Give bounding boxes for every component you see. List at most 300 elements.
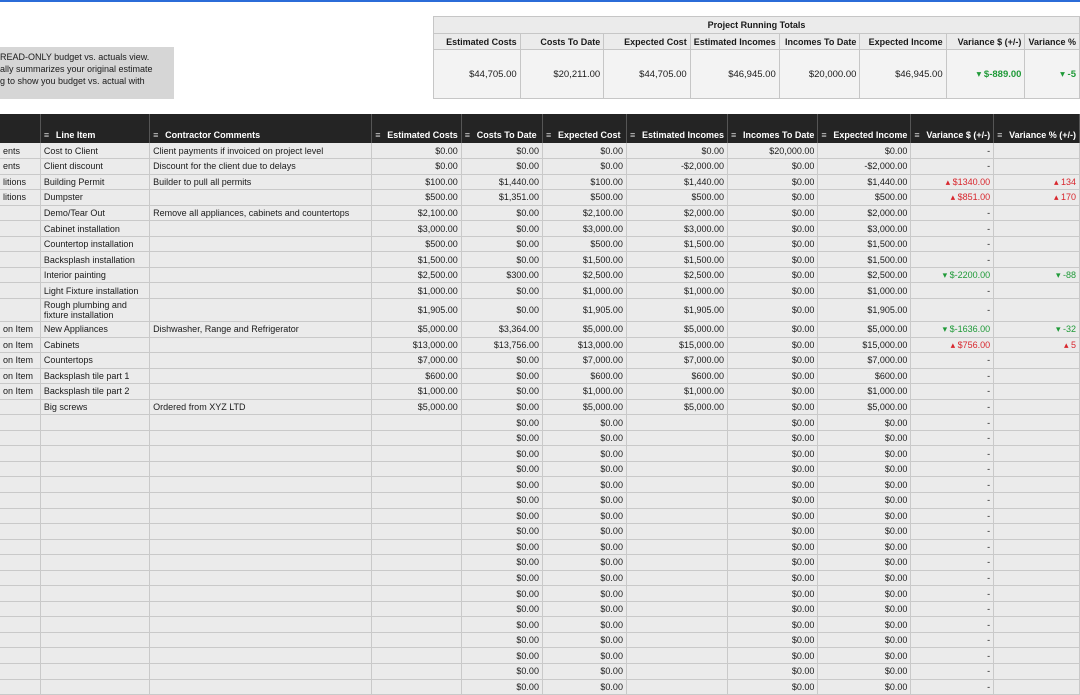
variance-dollar-cell[interactable]: - — [911, 508, 994, 524]
incomes-to-date-cell[interactable]: $0.00 — [727, 399, 817, 415]
expected-income-cell[interactable]: $0.00 — [818, 143, 911, 159]
variance-percent-cell[interactable] — [994, 430, 1080, 446]
estimated-costs-cell[interactable]: $2,100.00 — [372, 205, 462, 221]
line-item-cell[interactable]: Backsplash tile part 2 — [40, 384, 149, 400]
estimated-incomes-cell[interactable] — [626, 555, 727, 571]
table-row[interactable] — [0, 477, 1080, 493]
variance-percent-cell[interactable] — [994, 283, 1080, 299]
estimated-incomes-cell[interactable] — [626, 430, 727, 446]
table-row[interactable] — [0, 174, 1080, 190]
table-row[interactable] — [0, 601, 1080, 617]
category-cell[interactable] — [0, 283, 40, 299]
expected-cost-cell[interactable]: $500.00 — [542, 190, 626, 206]
variance-percent-cell[interactable] — [994, 252, 1080, 268]
category-cell[interactable] — [0, 524, 40, 540]
category-cell[interactable] — [0, 679, 40, 695]
line-item-cell[interactable]: Big screws — [40, 399, 149, 415]
estimated-costs-cell[interactable]: $100.00 — [372, 174, 462, 190]
incomes-to-date-cell[interactable]: $0.00 — [727, 539, 817, 555]
table-row[interactable] — [0, 524, 1080, 540]
variance-percent-cell[interactable] — [994, 648, 1080, 664]
variance-percent-cell[interactable] — [994, 221, 1080, 237]
filter-icon[interactable]: ≡ — [821, 130, 827, 140]
estimated-incomes-cell[interactable] — [626, 586, 727, 602]
estimated-costs-cell[interactable]: $5,000.00 — [372, 321, 462, 337]
table-row[interactable] — [0, 353, 1080, 369]
costs-to-date-cell[interactable]: $0.00 — [461, 586, 542, 602]
estimated-incomes-cell[interactable]: $0.00 — [626, 143, 727, 159]
estimated-incomes-cell[interactable]: $500.00 — [626, 190, 727, 206]
incomes-to-date-cell[interactable]: $0.00 — [727, 601, 817, 617]
category-cell[interactable] — [0, 446, 40, 462]
table-row[interactable] — [0, 461, 1080, 477]
line-item-cell[interactable]: Client discount — [40, 159, 149, 175]
category-cell[interactable] — [0, 586, 40, 602]
estimated-costs-cell[interactable] — [372, 415, 462, 431]
category-cell[interactable] — [0, 221, 40, 237]
incomes-to-date-cell[interactable]: $0.00 — [727, 174, 817, 190]
contractor-comment-cell[interactable] — [150, 679, 372, 695]
estimated-incomes-cell[interactable]: $2,000.00 — [626, 205, 727, 221]
estimated-costs-cell[interactable] — [372, 632, 462, 648]
variance-dollar-cell[interactable]: - — [911, 648, 994, 664]
contractor-comment-cell[interactable] — [150, 368, 372, 384]
costs-to-date-cell[interactable]: $0.00 — [461, 461, 542, 477]
table-row[interactable] — [0, 221, 1080, 237]
category-cell[interactable] — [0, 236, 40, 252]
estimated-costs-cell[interactable]: $500.00 — [372, 236, 462, 252]
estimated-incomes-cell[interactable] — [626, 679, 727, 695]
expected-income-cell[interactable]: $3,000.00 — [818, 221, 911, 237]
variance-percent-cell[interactable] — [994, 570, 1080, 586]
expected-cost-cell[interactable]: $7,000.00 — [542, 353, 626, 369]
expected-income-cell[interactable]: $0.00 — [818, 648, 911, 664]
expected-income-cell[interactable]: $1,500.00 — [818, 252, 911, 268]
contractor-comment-cell[interactable] — [150, 601, 372, 617]
category-cell[interactable] — [0, 461, 40, 477]
estimated-incomes-cell[interactable]: $5,000.00 — [626, 399, 727, 415]
line-item-cell[interactable]: Countertop installation — [40, 236, 149, 252]
expected-income-cell[interactable]: $0.00 — [818, 664, 911, 680]
variance-percent-cell[interactable] — [994, 368, 1080, 384]
expected-income-cell[interactable]: $5,000.00 — [818, 321, 911, 337]
estimated-costs-cell[interactable] — [372, 446, 462, 462]
variance-dollar-cell[interactable]: - — [911, 617, 994, 633]
contractor-comment-cell[interactable] — [150, 298, 372, 321]
expected-income-cell[interactable]: -$2,000.00 — [818, 159, 911, 175]
variance-percent-cell[interactable] — [994, 555, 1080, 571]
expected-cost-cell[interactable]: $0.00 — [542, 539, 626, 555]
costs-to-date-cell[interactable]: $300.00 — [461, 267, 542, 283]
estimated-incomes-cell[interactable]: $1,500.00 — [626, 252, 727, 268]
costs-to-date-cell[interactable]: $0.00 — [461, 205, 542, 221]
line-item-cell[interactable]: Cabinets — [40, 337, 149, 353]
estimated-incomes-cell[interactable] — [626, 664, 727, 680]
variance-dollar-cell[interactable]: ▾ $-2200.00 — [911, 267, 994, 283]
incomes-to-date-cell[interactable]: $0.00 — [727, 415, 817, 431]
incomes-to-date-cell[interactable]: $0.00 — [727, 298, 817, 321]
expected-cost-cell[interactable]: $1,000.00 — [542, 283, 626, 299]
line-item-cell[interactable] — [40, 461, 149, 477]
costs-to-date-cell[interactable]: $0.00 — [461, 508, 542, 524]
expected-income-cell[interactable]: $7,000.00 — [818, 353, 911, 369]
variance-percent-cell[interactable]: ▾ -32 — [994, 321, 1080, 337]
costs-to-date-cell[interactable]: $0.00 — [461, 570, 542, 586]
line-item-cell[interactable]: New Appliances — [40, 321, 149, 337]
filter-icon[interactable]: ≡ — [375, 130, 381, 140]
costs-to-date-cell[interactable]: $0.00 — [461, 446, 542, 462]
line-item-cell[interactable]: Demo/Tear Out — [40, 205, 149, 221]
estimated-costs-cell[interactable] — [372, 586, 462, 602]
expected-cost-cell[interactable]: $0.00 — [542, 430, 626, 446]
contractor-comment-cell[interactable] — [150, 283, 372, 299]
variance-dollar-cell[interactable]: - — [911, 664, 994, 680]
estimated-incomes-cell[interactable] — [626, 601, 727, 617]
category-cell[interactable] — [0, 252, 40, 268]
incomes-to-date-cell[interactable]: $0.00 — [727, 159, 817, 175]
variance-dollar-cell[interactable]: - — [911, 399, 994, 415]
column-header[interactable] — [372, 114, 462, 143]
costs-to-date-cell[interactable]: $0.00 — [461, 283, 542, 299]
incomes-to-date-cell[interactable]: $0.00 — [727, 555, 817, 571]
variance-percent-cell[interactable] — [994, 415, 1080, 431]
line-item-cell[interactable] — [40, 524, 149, 540]
expected-income-cell[interactable]: $1,000.00 — [818, 384, 911, 400]
line-item-cell[interactable] — [40, 492, 149, 508]
expected-cost-cell[interactable]: $0.00 — [542, 143, 626, 159]
contractor-comment-cell[interactable]: Dishwasher, Range and Refrigerator — [150, 321, 372, 337]
filter-icon[interactable]: ≡ — [43, 130, 50, 140]
category-cell[interactable] — [0, 267, 40, 283]
costs-to-date-cell[interactable]: $0.00 — [461, 236, 542, 252]
estimated-incomes-cell[interactable]: $3,000.00 — [626, 221, 727, 237]
estimated-incomes-cell[interactable] — [626, 648, 727, 664]
expected-income-cell[interactable]: $0.00 — [818, 570, 911, 586]
contractor-comment-cell[interactable] — [150, 648, 372, 664]
estimated-costs-cell[interactable] — [372, 601, 462, 617]
category-cell[interactable]: ents — [0, 159, 40, 175]
expected-income-cell[interactable]: $2,500.00 — [818, 267, 911, 283]
costs-to-date-cell[interactable]: $0.00 — [461, 477, 542, 493]
variance-dollar-cell[interactable]: - — [911, 679, 994, 695]
contractor-comment-cell[interactable]: Builder to pull all permits — [150, 174, 372, 190]
category-cell[interactable] — [0, 664, 40, 680]
variance-dollar-cell[interactable]: - — [911, 368, 994, 384]
contractor-comment-cell[interactable] — [150, 539, 372, 555]
variance-dollar-cell[interactable]: ▴ $851.00 — [911, 190, 994, 206]
incomes-to-date-cell[interactable]: $0.00 — [727, 430, 817, 446]
table-row[interactable] — [0, 539, 1080, 555]
variance-percent-cell[interactable] — [994, 539, 1080, 555]
estimated-costs-cell[interactable]: $600.00 — [372, 368, 462, 384]
expected-cost-cell[interactable]: $0.00 — [542, 555, 626, 571]
contractor-comment-cell[interactable] — [150, 617, 372, 633]
line-item-cell[interactable]: Rough plumbing and fixture installation — [40, 298, 149, 321]
estimated-costs-cell[interactable] — [372, 617, 462, 633]
category-cell[interactable] — [0, 492, 40, 508]
expected-cost-cell[interactable]: $0.00 — [542, 415, 626, 431]
contractor-comment-cell[interactable] — [150, 430, 372, 446]
variance-dollar-cell[interactable]: - — [911, 283, 994, 299]
estimated-costs-cell[interactable]: $0.00 — [372, 143, 462, 159]
variance-dollar-cell[interactable]: - — [911, 461, 994, 477]
expected-income-cell[interactable]: $0.00 — [818, 524, 911, 540]
contractor-comment-cell[interactable] — [150, 461, 372, 477]
costs-to-date-cell[interactable]: $0.00 — [461, 159, 542, 175]
expected-cost-cell[interactable]: $100.00 — [542, 174, 626, 190]
variance-dollar-cell[interactable]: - — [911, 252, 994, 268]
contractor-comment-cell[interactable] — [150, 267, 372, 283]
variance-percent-cell[interactable] — [994, 399, 1080, 415]
variance-percent-cell[interactable] — [994, 159, 1080, 175]
expected-cost-cell[interactable]: $0.00 — [542, 679, 626, 695]
variance-percent-cell[interactable] — [994, 446, 1080, 462]
expected-cost-cell[interactable]: $600.00 — [542, 368, 626, 384]
variance-dollar-cell[interactable]: - — [911, 415, 994, 431]
estimated-incomes-cell[interactable] — [626, 446, 727, 462]
incomes-to-date-cell[interactable]: $0.00 — [727, 236, 817, 252]
estimated-costs-cell[interactable]: $3,000.00 — [372, 221, 462, 237]
category-cell[interactable] — [0, 617, 40, 633]
incomes-to-date-cell[interactable]: $0.00 — [727, 632, 817, 648]
variance-percent-cell[interactable] — [994, 679, 1080, 695]
incomes-to-date-cell[interactable]: $0.00 — [727, 321, 817, 337]
table-row[interactable] — [0, 283, 1080, 299]
expected-income-cell[interactable]: $0.00 — [818, 446, 911, 462]
estimated-incomes-cell[interactable] — [626, 492, 727, 508]
table-row[interactable] — [0, 252, 1080, 268]
variance-percent-cell[interactable] — [994, 601, 1080, 617]
line-item-cell[interactable] — [40, 539, 149, 555]
estimated-incomes-cell[interactable]: $1,000.00 — [626, 283, 727, 299]
expected-cost-cell[interactable]: $0.00 — [542, 446, 626, 462]
costs-to-date-cell[interactable]: $1,351.00 — [461, 190, 542, 206]
table-row[interactable] — [0, 205, 1080, 221]
estimated-incomes-cell[interactable] — [626, 461, 727, 477]
incomes-to-date-cell[interactable]: $0.00 — [727, 508, 817, 524]
expected-cost-cell[interactable]: $5,000.00 — [542, 321, 626, 337]
variance-dollar-cell[interactable]: ▴ $1340.00 — [911, 174, 994, 190]
contractor-comment-cell[interactable] — [150, 446, 372, 462]
table-row[interactable] — [0, 143, 1080, 159]
expected-cost-cell[interactable]: $0.00 — [542, 508, 626, 524]
estimated-incomes-cell[interactable] — [626, 617, 727, 633]
line-item-cell[interactable] — [40, 508, 149, 524]
expected-cost-cell[interactable]: $0.00 — [542, 159, 626, 175]
table-row[interactable] — [0, 236, 1080, 252]
expected-cost-cell[interactable]: $0.00 — [542, 492, 626, 508]
table-row[interactable] — [0, 298, 1080, 321]
costs-to-date-cell[interactable]: $0.00 — [461, 353, 542, 369]
expected-cost-cell[interactable]: $2,100.00 — [542, 205, 626, 221]
contractor-comment-cell[interactable]: Remove all appliances, cabinets and countertops — [150, 205, 372, 221]
line-item-cell[interactable]: Backsplash installation — [40, 252, 149, 268]
category-cell[interactable] — [0, 570, 40, 586]
incomes-to-date-cell[interactable]: $0.00 — [727, 252, 817, 268]
line-item-cell[interactable] — [40, 586, 149, 602]
variance-dollar-cell[interactable]: - — [911, 159, 994, 175]
estimated-incomes-cell[interactable] — [626, 570, 727, 586]
line-item-cell[interactable] — [40, 632, 149, 648]
contractor-comment-cell[interactable] — [150, 236, 372, 252]
incomes-to-date-cell[interactable]: $0.00 — [727, 221, 817, 237]
estimated-costs-cell[interactable] — [372, 430, 462, 446]
line-item-cell[interactable]: Dumpster — [40, 190, 149, 206]
variance-percent-cell[interactable]: ▾ -88 — [994, 267, 1080, 283]
variance-percent-cell[interactable] — [994, 384, 1080, 400]
line-item-cell[interactable]: Cabinet installation — [40, 221, 149, 237]
estimated-incomes-cell[interactable]: $5,000.00 — [626, 321, 727, 337]
variance-dollar-cell[interactable]: - — [911, 143, 994, 159]
estimated-costs-cell[interactable]: $13,000.00 — [372, 337, 462, 353]
category-cell[interactable]: ents — [0, 143, 40, 159]
estimated-costs-cell[interactable] — [372, 477, 462, 493]
incomes-to-date-cell[interactable]: $0.00 — [727, 648, 817, 664]
category-cell[interactable]: on Item — [0, 384, 40, 400]
category-cell[interactable]: on Item — [0, 321, 40, 337]
estimated-incomes-cell[interactable]: $600.00 — [626, 368, 727, 384]
variance-percent-cell[interactable]: ▴ 5 — [994, 337, 1080, 353]
variance-percent-cell[interactable] — [994, 492, 1080, 508]
variance-dollar-cell[interactable]: - — [911, 492, 994, 508]
category-cell[interactable]: litions — [0, 190, 40, 206]
column-header[interactable] — [626, 114, 727, 143]
contractor-comment-cell[interactable] — [150, 252, 372, 268]
variance-dollar-cell[interactable]: - — [911, 524, 994, 540]
expected-income-cell[interactable]: $0.00 — [818, 415, 911, 431]
variance-dollar-cell[interactable]: - — [911, 555, 994, 571]
variance-dollar-cell[interactable]: - — [911, 477, 994, 493]
estimated-costs-cell[interactable] — [372, 539, 462, 555]
category-cell[interactable] — [0, 539, 40, 555]
expected-cost-cell[interactable]: $0.00 — [542, 477, 626, 493]
variance-dollar-cell[interactable]: - — [911, 205, 994, 221]
line-item-cell[interactable] — [40, 679, 149, 695]
table-row[interactable] — [0, 368, 1080, 384]
costs-to-date-cell[interactable]: $0.00 — [461, 648, 542, 664]
variance-percent-cell[interactable] — [994, 298, 1080, 321]
expected-cost-cell[interactable]: $1,905.00 — [542, 298, 626, 321]
expected-income-cell[interactable]: $0.00 — [818, 430, 911, 446]
line-item-cell[interactable] — [40, 601, 149, 617]
estimated-costs-cell[interactable] — [372, 461, 462, 477]
line-item-cell[interactable] — [40, 648, 149, 664]
variance-percent-cell[interactable] — [994, 632, 1080, 648]
table-row[interactable] — [0, 430, 1080, 446]
variance-dollar-cell[interactable]: - — [911, 353, 994, 369]
costs-to-date-cell[interactable]: $0.00 — [461, 601, 542, 617]
filter-icon[interactable]: ≡ — [464, 130, 470, 140]
expected-income-cell[interactable]: $1,440.00 — [818, 174, 911, 190]
expected-income-cell[interactable]: $1,000.00 — [818, 283, 911, 299]
variance-dollar-cell[interactable]: - — [911, 298, 994, 321]
estimated-incomes-cell[interactable]: $1,500.00 — [626, 236, 727, 252]
estimated-costs-cell[interactable]: $1,500.00 — [372, 252, 462, 268]
costs-to-date-cell[interactable]: $1,440.00 — [461, 174, 542, 190]
variance-percent-cell[interactable] — [994, 586, 1080, 602]
estimated-costs-cell[interactable]: $500.00 — [372, 190, 462, 206]
variance-dollar-cell[interactable]: - — [911, 586, 994, 602]
incomes-to-date-cell[interactable]: $0.00 — [727, 524, 817, 540]
incomes-to-date-cell[interactable]: $0.00 — [727, 384, 817, 400]
estimated-incomes-cell[interactable]: $1,905.00 — [626, 298, 727, 321]
contractor-comment-cell[interactable]: Discount for the client due to delays — [150, 159, 372, 175]
table-row[interactable] — [0, 492, 1080, 508]
column-header[interactable] — [150, 114, 372, 143]
category-cell[interactable] — [0, 430, 40, 446]
table-row[interactable] — [0, 617, 1080, 633]
table-row[interactable] — [0, 664, 1080, 680]
variance-dollar-cell[interactable]: - — [911, 430, 994, 446]
estimated-costs-cell[interactable]: $1,000.00 — [372, 283, 462, 299]
column-header[interactable] — [542, 114, 626, 143]
costs-to-date-cell[interactable]: $0.00 — [461, 368, 542, 384]
line-item-cell[interactable] — [40, 555, 149, 571]
contractor-comment-cell[interactable]: Client payments if invoiced on project level — [150, 143, 372, 159]
incomes-to-date-cell[interactable]: $20,000.00 — [727, 143, 817, 159]
line-item-cell[interactable] — [40, 446, 149, 462]
costs-to-date-cell[interactable]: $0.00 — [461, 221, 542, 237]
incomes-to-date-cell[interactable]: $0.00 — [727, 586, 817, 602]
expected-income-cell[interactable]: $0.00 — [818, 461, 911, 477]
expected-cost-cell[interactable]: $0.00 — [542, 586, 626, 602]
incomes-to-date-cell[interactable]: $0.00 — [727, 446, 817, 462]
variance-dollar-cell[interactable]: - — [911, 446, 994, 462]
line-item-cell[interactable]: Light Fixture installation — [40, 283, 149, 299]
estimated-incomes-cell[interactable] — [626, 477, 727, 493]
table-row[interactable] — [0, 190, 1080, 206]
contractor-comment-cell[interactable] — [150, 337, 372, 353]
category-cell[interactable] — [0, 601, 40, 617]
line-item-cell[interactable] — [40, 477, 149, 493]
line-item-cell[interactable] — [40, 617, 149, 633]
variance-percent-cell[interactable] — [994, 477, 1080, 493]
filter-icon[interactable]: ≡ — [997, 130, 1003, 140]
line-item-cell[interactable]: Backsplash tile part 1 — [40, 368, 149, 384]
column-header[interactable] — [911, 114, 994, 143]
estimated-costs-cell[interactable] — [372, 679, 462, 695]
estimated-costs-cell[interactable]: $0.00 — [372, 159, 462, 175]
line-item-cell[interactable]: Interior painting — [40, 267, 149, 283]
expected-cost-cell[interactable]: $1,500.00 — [542, 252, 626, 268]
costs-to-date-cell[interactable]: $0.00 — [461, 492, 542, 508]
table-row[interactable] — [0, 267, 1080, 283]
costs-to-date-cell[interactable]: $0.00 — [461, 664, 542, 680]
column-header[interactable] — [818, 114, 911, 143]
variance-dollar-cell[interactable]: - — [911, 236, 994, 252]
incomes-to-date-cell[interactable]: $0.00 — [727, 283, 817, 299]
table-row[interactable] — [0, 555, 1080, 571]
estimated-incomes-cell[interactable] — [626, 632, 727, 648]
estimated-costs-cell[interactable] — [372, 492, 462, 508]
contractor-comment-cell[interactable] — [150, 384, 372, 400]
contractor-comment-cell[interactable]: Ordered from XYZ LTD — [150, 399, 372, 415]
incomes-to-date-cell[interactable]: $0.00 — [727, 617, 817, 633]
line-item-cell[interactable]: Countertops — [40, 353, 149, 369]
category-cell[interactable]: on Item — [0, 337, 40, 353]
estimated-costs-cell[interactable] — [372, 555, 462, 571]
variance-dollar-cell[interactable]: - — [911, 384, 994, 400]
estimated-incomes-cell[interactable] — [626, 415, 727, 431]
expected-cost-cell[interactable]: $2,500.00 — [542, 267, 626, 283]
line-item-cell[interactable] — [40, 570, 149, 586]
expected-income-cell[interactable]: $0.00 — [818, 601, 911, 617]
estimated-costs-cell[interactable] — [372, 664, 462, 680]
variance-percent-cell[interactable] — [994, 236, 1080, 252]
contractor-comment-cell[interactable] — [150, 664, 372, 680]
contractor-comment-cell[interactable] — [150, 415, 372, 431]
estimated-costs-cell[interactable]: $7,000.00 — [372, 353, 462, 369]
